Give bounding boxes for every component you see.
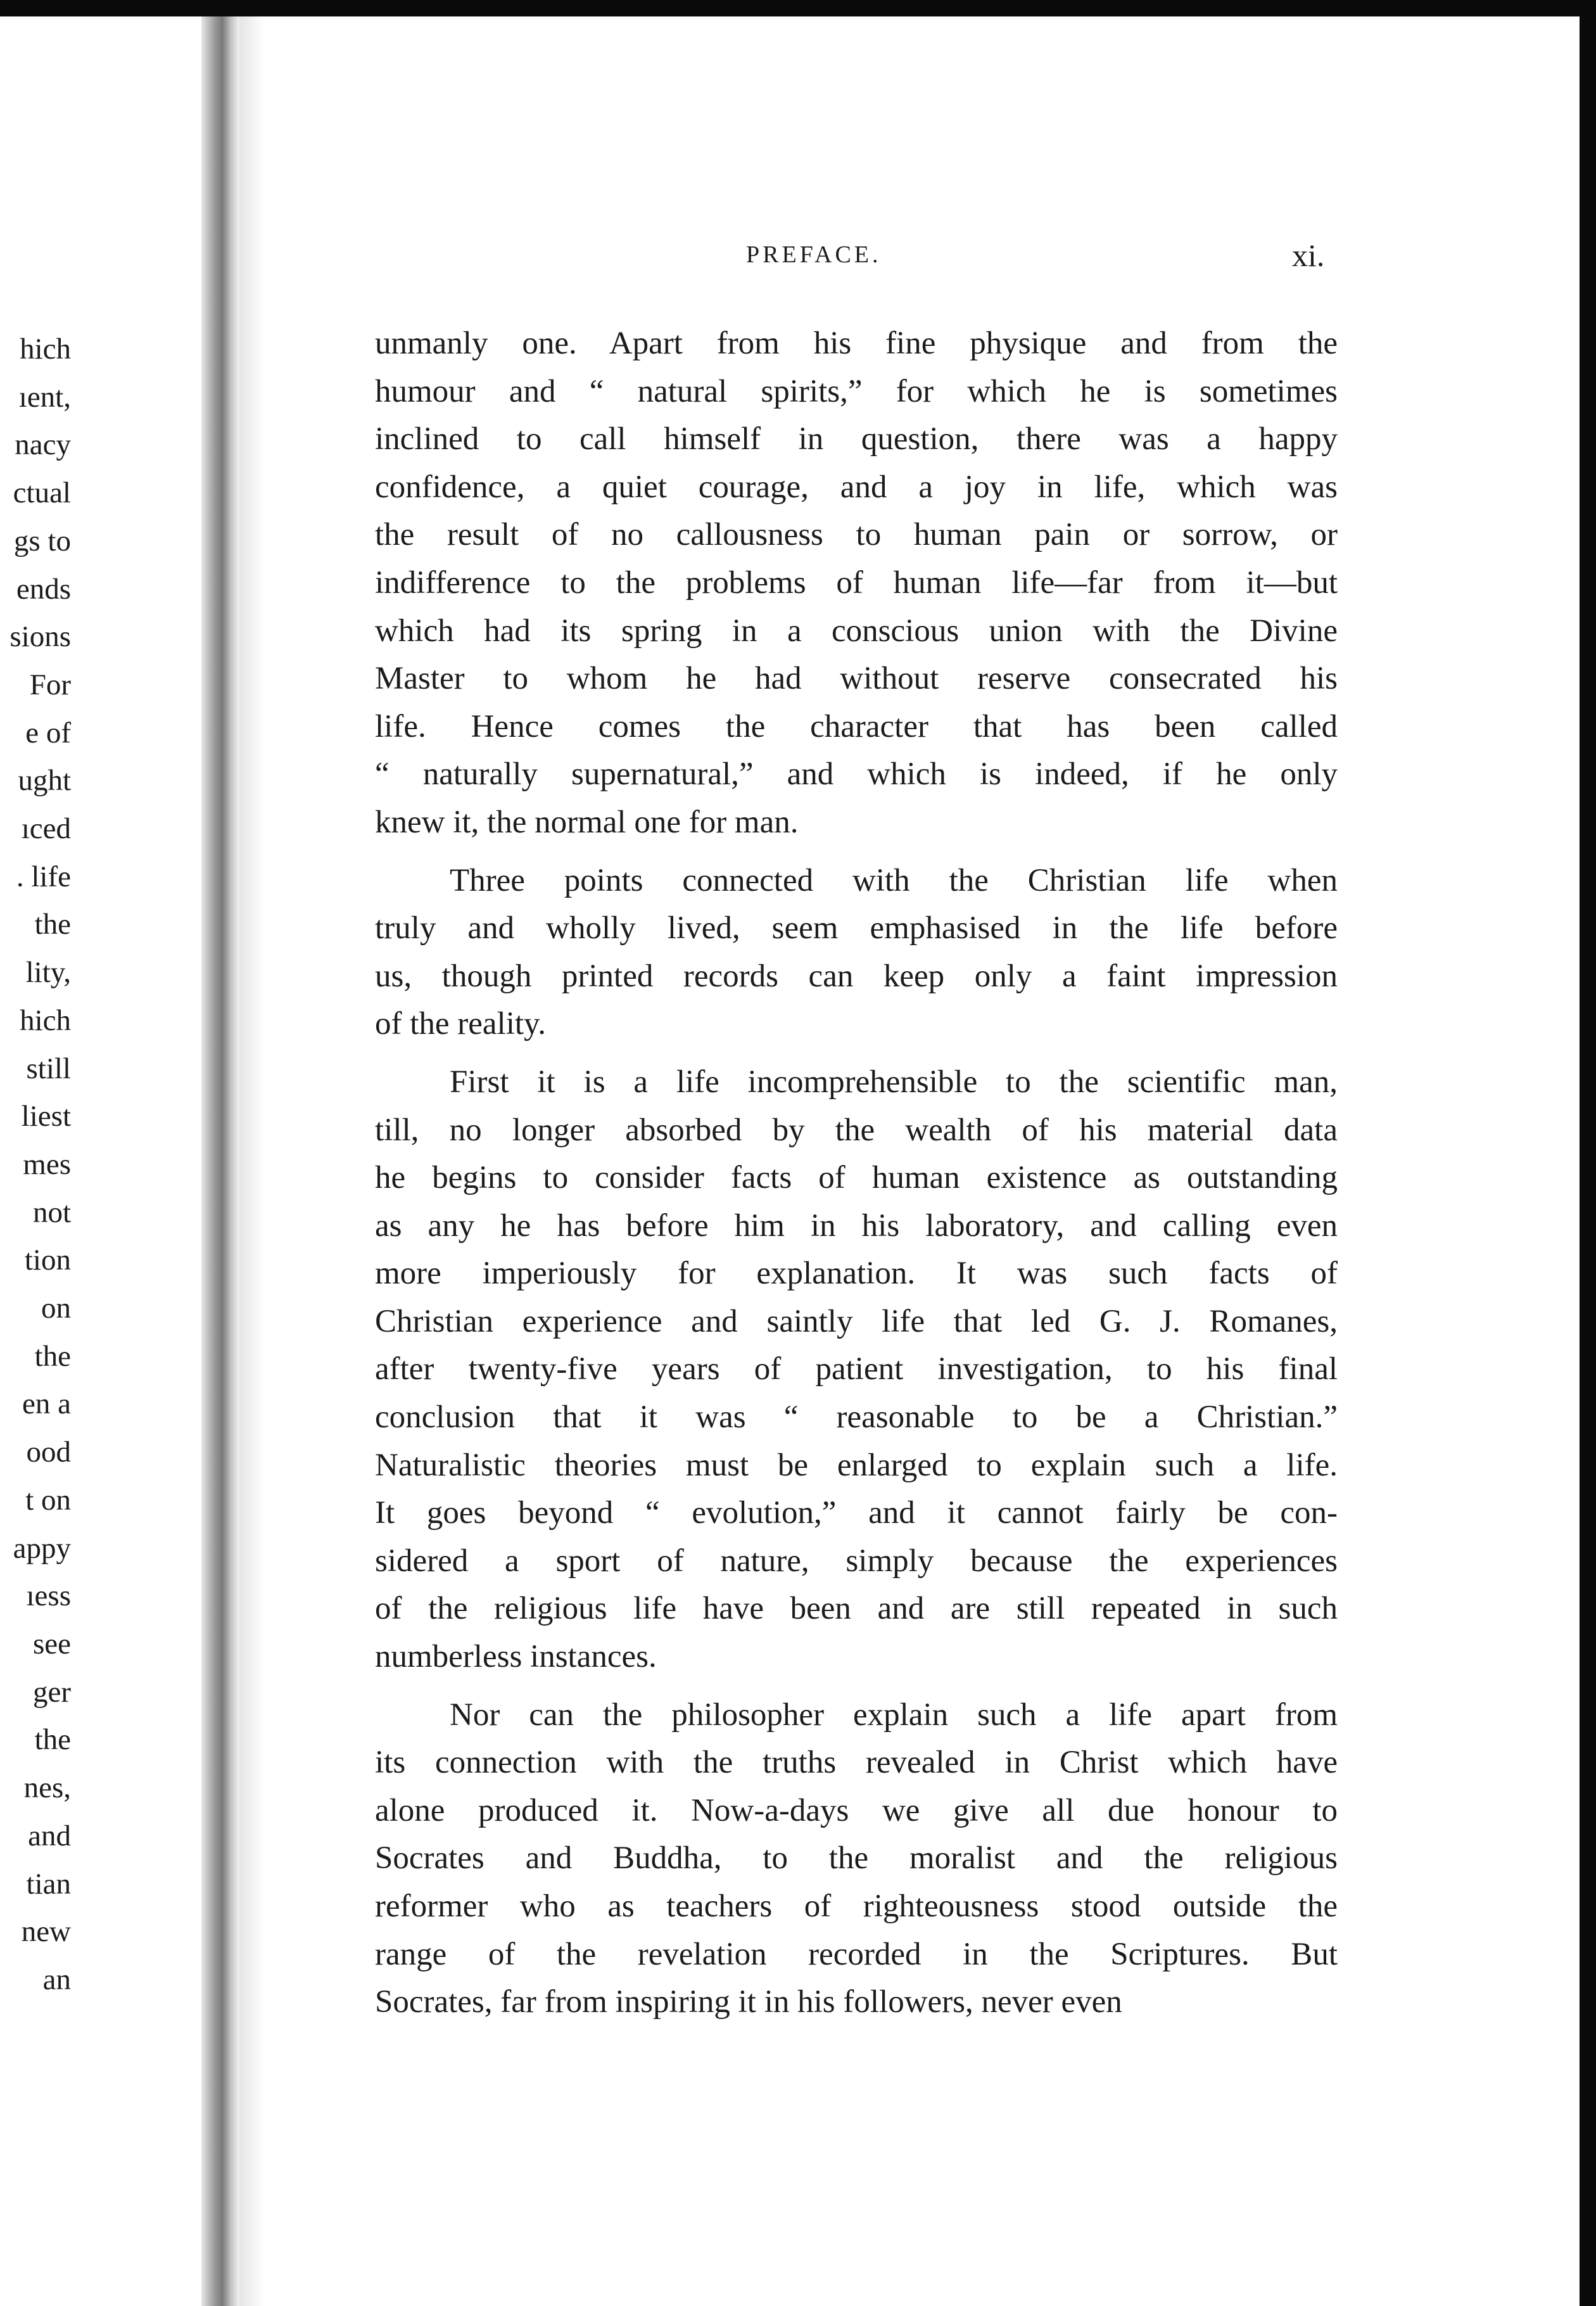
scan-top-border [0,0,1596,16]
facing-page-line: sions [10,620,71,654]
gutter-shadow [239,16,265,2306]
text-line: Socrates and Buddha, to the moralist and the religious [375,1840,1338,1876]
facing-page-line: gs to [13,524,71,557]
facing-page-line: nes, [23,1771,71,1805]
text-line: confidence, a quiet courage, and a joy in life, which was [375,469,1338,505]
text-line: unmanly one. Apart from his fine physique and from the [375,326,1338,361]
text-line: Socrates, far from inspiring it in his followers, never even [375,1984,1122,2020]
facing-page-line: the [34,908,71,941]
text-line: alone produced it. Now-a-days we give all due honour to [375,1792,1338,1828]
text-line: the result of no callousness to human pain or sorrow, or [375,517,1338,553]
facing-page-line: ger [32,1675,71,1709]
facing-page-line: still [26,1052,71,1085]
facing-page-line: ıent, [18,380,71,414]
facing-page-line: an [42,1963,71,1996]
facing-page-line: ıced [21,812,71,846]
text-line: which had its spring in a conscious union with the Divine [375,613,1338,649]
paragraph-gap [375,847,1338,857]
facing-page-line: e of [25,716,71,749]
text-line: conclusion that it was “ reasonable to be a Christian.” [375,1399,1338,1436]
facing-page-line: appy [13,1531,71,1565]
text-line: life. Hence comes the character that has been called [375,708,1338,744]
text-line: sidered a sport of nature, simply because the experiences [375,1543,1338,1579]
text-line: range of the revelation recorded in the Scriptures. But [375,1936,1338,1972]
text-line: reformer who as teachers of righteousness stood outside the [375,1889,1338,1924]
facing-page-line: . life [16,860,71,893]
text-line: Naturalistic theories must be enlarged to explain such a life. [375,1447,1338,1483]
text-line: inclined to call himself in question, there was a happy [375,421,1338,457]
paragraph [375,1691,1338,2027]
text-line: more imperiously for explanation. It was such facts of [375,1256,1338,1292]
paragraph [375,1059,1338,1681]
facing-page-fragment [0,16,201,2306]
facing-page-line: en a [22,1387,71,1421]
facing-page-line: not [32,1195,71,1229]
facing-page-line: hich [20,333,71,366]
text-line: he begins to consider facts of human existence as outstanding [375,1160,1338,1196]
text-line: Nor can the philosopher explain such a life apart from [450,1697,1338,1733]
paragraph-gap [375,1048,1338,1059]
facing-page-line: the [34,1723,71,1757]
book-gutter [201,16,239,2306]
text-line: “ naturally supernatural,” and which is indeed, if he only [375,756,1338,793]
text-line: its connection with the truths revealed in Christ which have [375,1745,1338,1781]
page-number: xi. [1292,238,1325,273]
text-line: of the religious life have been and are still repeated in such [375,1591,1338,1627]
scan-right-border [1580,0,1596,2306]
facing-page-line: ught [18,764,71,798]
paragraph [375,857,1338,1048]
facing-page-line: For [29,668,71,701]
facing-page-line: ıess [26,1579,71,1613]
text-line: truly and wholly lived, seem emphasised in the life before [375,910,1338,946]
text-line: Three points connected with the Christian life when [450,862,1338,898]
text-line: knew it, the normal one for man. [375,804,799,840]
text-line: Christian experience and saintly life that led G. J. Romanes, [375,1303,1338,1339]
facing-page-line: the [34,1339,71,1373]
text-line: of the reality. [375,1006,546,1042]
facing-page-line: lity, [25,956,71,990]
text-line: It goes beyond “ evolution,” and it cannot fairly be con- [375,1495,1338,1531]
facing-page-line: ends [16,572,71,606]
text-line: humour and “ natural spirits,” for which he is sometimes [375,373,1338,409]
facing-page-line: ctual [13,476,71,510]
text-line: indifference to the problems of human life—far from it—but [375,564,1338,601]
facing-page-text-fragments [0,326,201,2004]
paragraph [375,320,1338,847]
text-line: us, though printed records can keep only a faint impression [375,958,1338,994]
facing-page-line: new [21,1915,71,1949]
text-line: after twenty-five years of patient investigation, to his final [375,1351,1338,1387]
text-line: numberless instances. [375,1639,657,1675]
running-head: PREFACE. [746,241,882,268]
text-line: First it is a life incomprehensible to the scientific man, [450,1064,1338,1100]
body-text [375,320,1338,2027]
facing-page-line: and [28,1819,71,1852]
facing-page-line: tion [24,1244,71,1277]
facing-page-line: see [32,1627,71,1660]
text-line: Master to whom he had without reserve consecrated his [375,661,1338,697]
facing-page-line: tian [26,1867,71,1901]
text-line: till, no longer absorbed by the wealth of his material data [375,1112,1338,1148]
paragraph-gap [375,1681,1338,1691]
facing-page-line: mes [23,1147,71,1181]
facing-page-line: nacy [15,428,71,462]
text-line: as any he has before him in his laboratory, and calling even [375,1207,1338,1244]
facing-page-line: hich [20,1003,71,1037]
facing-page-line: liest [21,1100,71,1133]
facing-page-line: ood [26,1436,71,1469]
facing-page-line: on [41,1292,71,1325]
facing-page-line: t on [25,1483,71,1517]
